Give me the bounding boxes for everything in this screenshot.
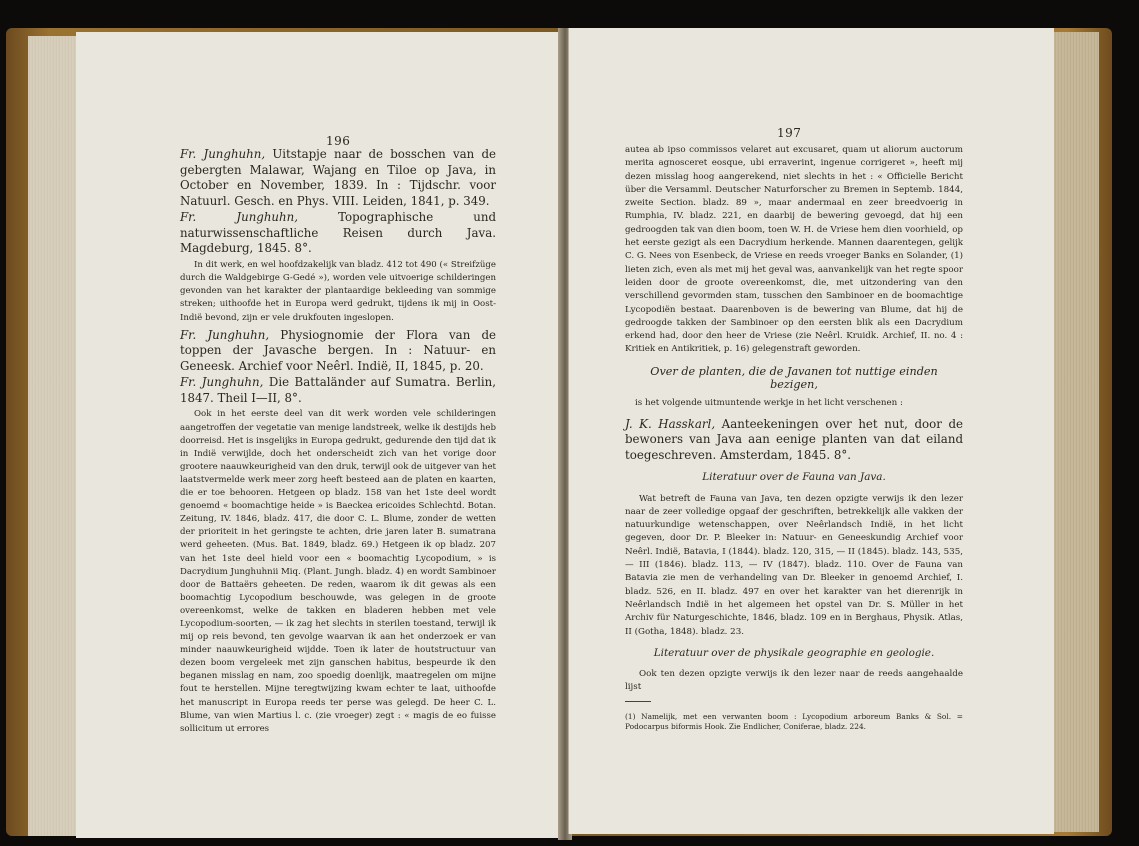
section-heading: Literatuur over de physikale geographie en geologie. <box>653 646 935 659</box>
bibliography-entry <box>180 328 496 375</box>
page-number: 197 <box>777 126 802 140</box>
fauna-paragraph: Wat betreft de Fauna van Java, ten dezen opzigte verwijs ik den lezer naar de zeer volledige opgaaf der geschriften, betrekkelijk alle vakken der natuurkundige wetenschappen, over Neêrlandsch Indië, in het licht gegeven, door Dr. P. Bleeker in: Natuur- en Geneeskundig Archief voor Neêrl. Indië, Batavia, I (1844). bladz. 120, 315, — II (1845). bladz. 143, 535, — III (1846). bladz. 113, — IV (1847). bladz. 110. Over de Fauna van Batavia zie men de verhandeling van Dr. Bleeker in genoemd Archief, I. bladz. 526, en II. bladz. 497 en over het karakter van het dierenrijk in Neêrlandsch Indië in het algemeen het opstel van Dr. S. Müller in het Archiv für Naturgeschichte, 1846, bladz. 109 en in Berghaus, Physik. Atlas, II (Gotha, 1848). bladz. 23. <box>625 493 963 637</box>
page-edges-left <box>28 36 78 836</box>
page-edges-right <box>1051 32 1099 832</box>
annotation-paragraph: Ook in het eerste deel van dit werk worden vele schilderingen aangetroffen der vegetatie van menige landstreek, welke ik destijds heb doorreisd. Het is insgelijks in Europa gedrukt, gedurende den tijd dat ik in Indië verwijlde, doch het onderscheidt zich van het vorige door grootere naauwkeurigheid van den druk, terwijl ook de uitgever van het laatstvermelde werk meer zorg heeft besteed aan de platen en kaarten, die er toe behooren. Hetgeen op bladz. 158 van het 1ste deel wordt genoemd « boomachtige heide » is Baeckea ericoides Schlechtd. Botan. Zeitung, IV. 1846, bladz. 417, die door C. L. Blume, zonder de wetten der prioriteit in het geringste te achten, drie jaren later B. sumatrana werd geheeten. (Mus. Bat. 1849, bladz. 69.) Hetgeen ik op bladz. 207 van het 1ste deel hield voor een « boomachtig Lycopodium, » is Dacrydium Junghuhnii Miq. (Plant. Jungh. bladz. 4) en wordt Sambinoer door de Battaërs geheeten. De reden, waarom ik dit gewas als een boomachtig Lycopodium beschouwde, was gelegen in de groote overeenkomst, welke de takken en bladeren hebben met vele Lycopodium-soorten, — ik zag het slechts in sterilen toestand, terwijl ik mij op reis bevond, ten gevolge waarvan ik aan het onderzoek er van minder naauwkeurigheid wijdde. Toen ik later de houtstructuur van dezen boom vergeleek met zijn ganschen habitus, bespeurde ik den beganen misslag en nam, zoo spoedig doenlijk, maatregelen om mijne fout te herstellen. Mijne teregtwijzing kwam echter te laat, uithoofde het manuscript in Europa reeds ter perse was gelegd. De heer C. L. Blume, van wien Martius l. c. (zie vroeger) zegt : « magis de eo fuisse sollicitum ut errores <box>180 409 496 734</box>
entry-author: Fr. Junghuhn, <box>180 147 266 161</box>
footnote: (1) Namelijk, met een verwanten boom : Lycopodium arboreum Banks & Sol. = Podocarpus biformis Hook. Zie Endlicher, Coniferae, bladz. 224. <box>625 711 963 732</box>
intro-line: is het volgende uitmuntende werkje in het licht verschenen : <box>635 398 903 409</box>
section-heading: Literatuur over de Fauna van Java. <box>702 471 886 484</box>
left-column <box>180 147 496 739</box>
entry-title: Uitstapje naar de bosschen van de gebergten Malawar, Wajang en Tiloe op Java, in October en November, 1839. In : Tijdschr. voor Natuurl. Gesch. en Phys. VIII. Leiden, 1841, p. 349. <box>180 147 497 208</box>
entry-title: Topographische und naturwissenschaftliche Reisen durch Java. Magdeburg, 1845. 8°. <box>180 210 497 255</box>
entry-title: Aanteekeningen over het nut, door de bewoners van Java aan eenige planten van dat eiland toegeschreven. Amsterdam, 1845. 8°. <box>625 416 964 462</box>
continuation-paragraph: autea ab ipso commissos velaret aut excusaret, quam ut aliorum auctorum merita agnosceret eosque, ubi erraverint, ingenue corrigeret », heeft mij dezen misslag hoog aangerekend, niet slechts in het : « Officielle Bericht über die Versamml. Deutscher Naturforscher zu Bremen in Septemb. 1844, zweite Section. bladz. 89 », maar andermaal en zeer breedvoerig in Rumphia, IV. bladz. 221, en daarbij de bewering gevoegd, dat hij een gedroogden tak van dien boom, toen W. H. de Vriese hem dien voorhield, op het eerste gezigt als een Dacrydium herkende. Mannen daarentegen, gelijk C. G. Nees von Esenbeck, de Vriese en reeds vroeger Banks en Solander, (1) lieten zich, even als met mij het geval was, aanvankelijk van het regte spoor leiden door de groote overeenkomst, die, met uitzondering van den verschillend gevormden stam, tusschen den Sambinoer en de boomachtige Lycopodiën bestaat. Daarenboven is de bewering van Blume, dat hij de gedroogde takken der Sambinoer op den eersten blik als een Dacrydium erkend had, door den heer de Vriese (zie Neêrl. Kruidk. Archief, II. no. 4 : Kritiek en Antikritiek, p. 16) gelegenstraft geworden. <box>625 145 963 355</box>
geology-paragraph: Ook ten dezen opzigte verwijs ik den lezer naar de reeds aangehaalde lijst <box>625 669 963 693</box>
left-page <box>76 32 561 838</box>
footnote-rule <box>625 701 651 702</box>
section-heading: Over de planten, die de Javanen tot nuttige einden bezigen, <box>650 364 938 392</box>
right-column <box>625 144 963 733</box>
bibliography-entry <box>625 417 963 464</box>
annotation-paragraph: In dit werk, en wel hoofdzakelijk van bladz. 412 tot 490 (« Streifzüge durch die Waldgebirge G-Gedé »), worden vele uitvoerige schilderingen gevonden van het karakter der plantaardige bekleeding van sommige streken; uithoofde het in Europa werd gedrukt, tijdens ik mij in Oost-Indië bevond, zijn er vele drukfouten ingeslopen. <box>180 259 496 323</box>
bibliography-entry <box>180 375 496 406</box>
entry-author: Fr. Junghuhn, <box>180 327 270 342</box>
open-book <box>6 18 1112 838</box>
page-number: 196 <box>326 134 351 148</box>
entry-author: Fr. Junghuhn, <box>180 210 298 224</box>
entry-title: Physiognomie der Flora van de toppen der Javasche bergen. In : Natuur- en Geneesk. Archief voor Neêrl. Indië, II, 1845, p. 20. <box>180 327 496 373</box>
entry-author: Fr. Junghuhn, <box>180 375 264 390</box>
bibliography-entry <box>180 210 496 257</box>
right-page <box>568 28 1054 834</box>
bibliography-entry <box>180 147 496 209</box>
entry-author: J. K. Hasskarl, <box>625 416 716 431</box>
entry-title: Die Battaländer auf Sumatra. Berlin, 1847. Theil I—II, 8°. <box>180 375 497 405</box>
